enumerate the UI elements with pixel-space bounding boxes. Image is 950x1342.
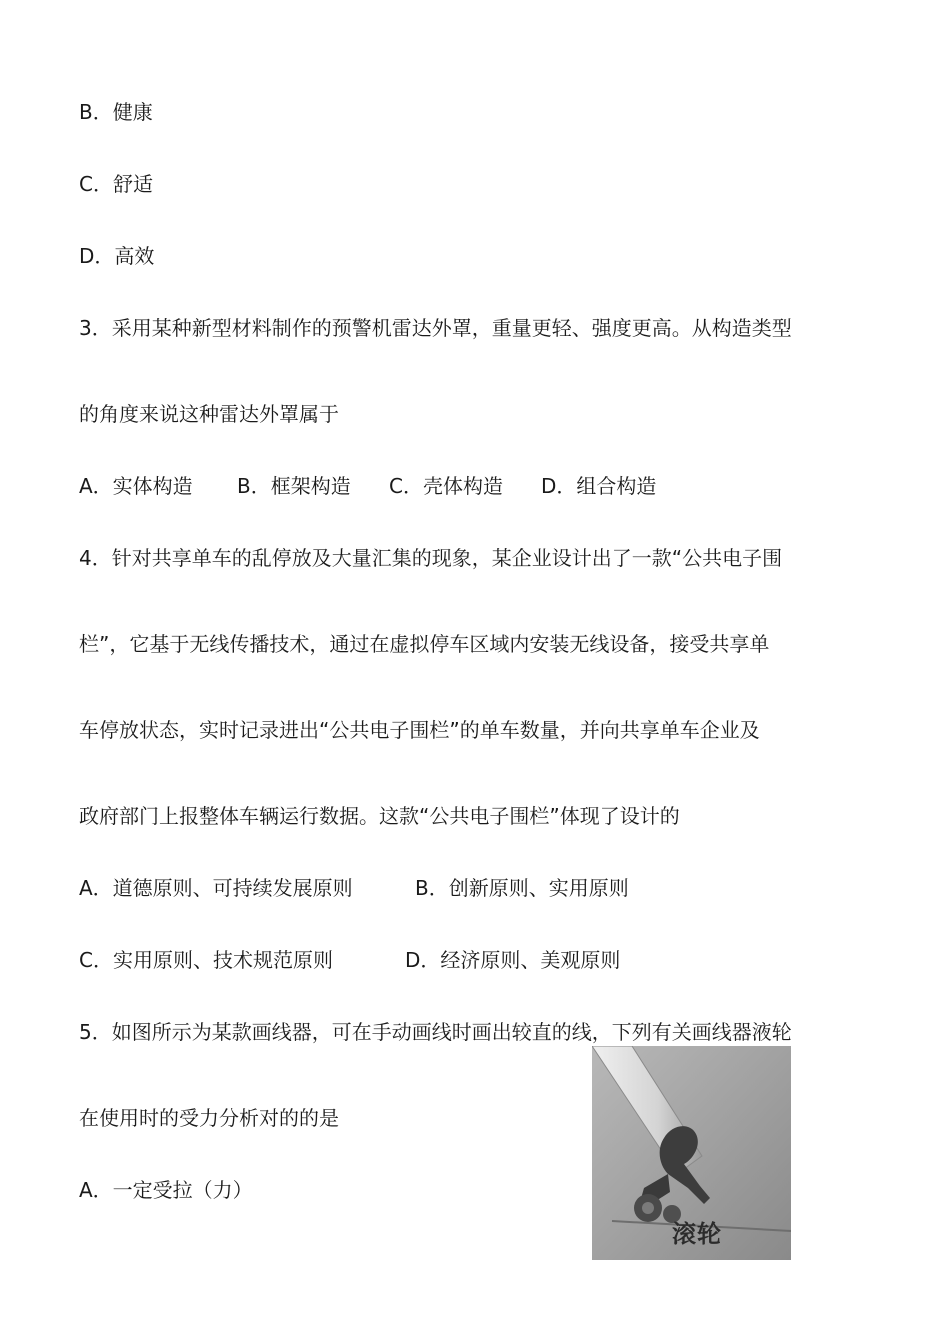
q4-stem-line-1: 4．针对共享单车的乱停放及大量汇集的现象，某企业设计出了一款“公共电子围	[79, 546, 783, 570]
q3-option-b: B．框架构造	[237, 474, 351, 498]
q4-options-row-2	[79, 946, 620, 974]
q3-stem-line-2: 的角度来说这种雷达外罩属于	[79, 402, 339, 426]
q2-option-c: C．舒适	[79, 172, 153, 196]
q3-option-a: A．实体构造	[79, 474, 193, 498]
q4-stem-line-3: 车停放状态，实时记录进出“公共电子围栏”的单车数量，并向共享单车企业及	[79, 718, 760, 742]
q2-option-d: D．高效	[79, 244, 155, 268]
q2-option-b: B．健康	[79, 100, 153, 124]
line-drawer-photo	[592, 1046, 791, 1260]
q3-option-d: D．组合构造	[541, 474, 657, 498]
q4-stem-line-2: 栏”，它基于无线传播技术，通过在虚拟停车区域内安装无线设备，接受共享单	[79, 632, 770, 656]
q4-options-row-1	[79, 874, 629, 902]
q4-option-a: A．道德原则、可持续发展原则	[79, 876, 353, 900]
q4-option-d: D．经济原则、美观原则	[405, 948, 621, 972]
q4-stem-line-4: 政府部门上报整体车辆运行数据。这款“公共电子围栏”体现了设计的	[79, 804, 680, 828]
q4-option-b: B．创新原则、实用原则	[415, 876, 629, 900]
q5-stem-line-2: 在使用时的受力分析对的的是	[79, 1106, 339, 1130]
figure-label: 滚轮	[672, 1220, 722, 1248]
q5-option-a: A．一定受拉（力）	[79, 1178, 253, 1202]
q3-stem-line-1: 3．采用某种新型材料制作的预警机雷达外罩，重量更轻、强度更高。从构造类型	[79, 316, 792, 340]
q5-stem-line-1: 5．如图所示为某款画线器，可在手动画线时画出较直的线，下列有关画线器液轮	[79, 1020, 792, 1044]
q4-option-c: C．实用原则、技术规范原则	[79, 948, 333, 972]
q3-options	[79, 472, 656, 500]
q3-option-c: C．壳体构造	[389, 474, 503, 498]
